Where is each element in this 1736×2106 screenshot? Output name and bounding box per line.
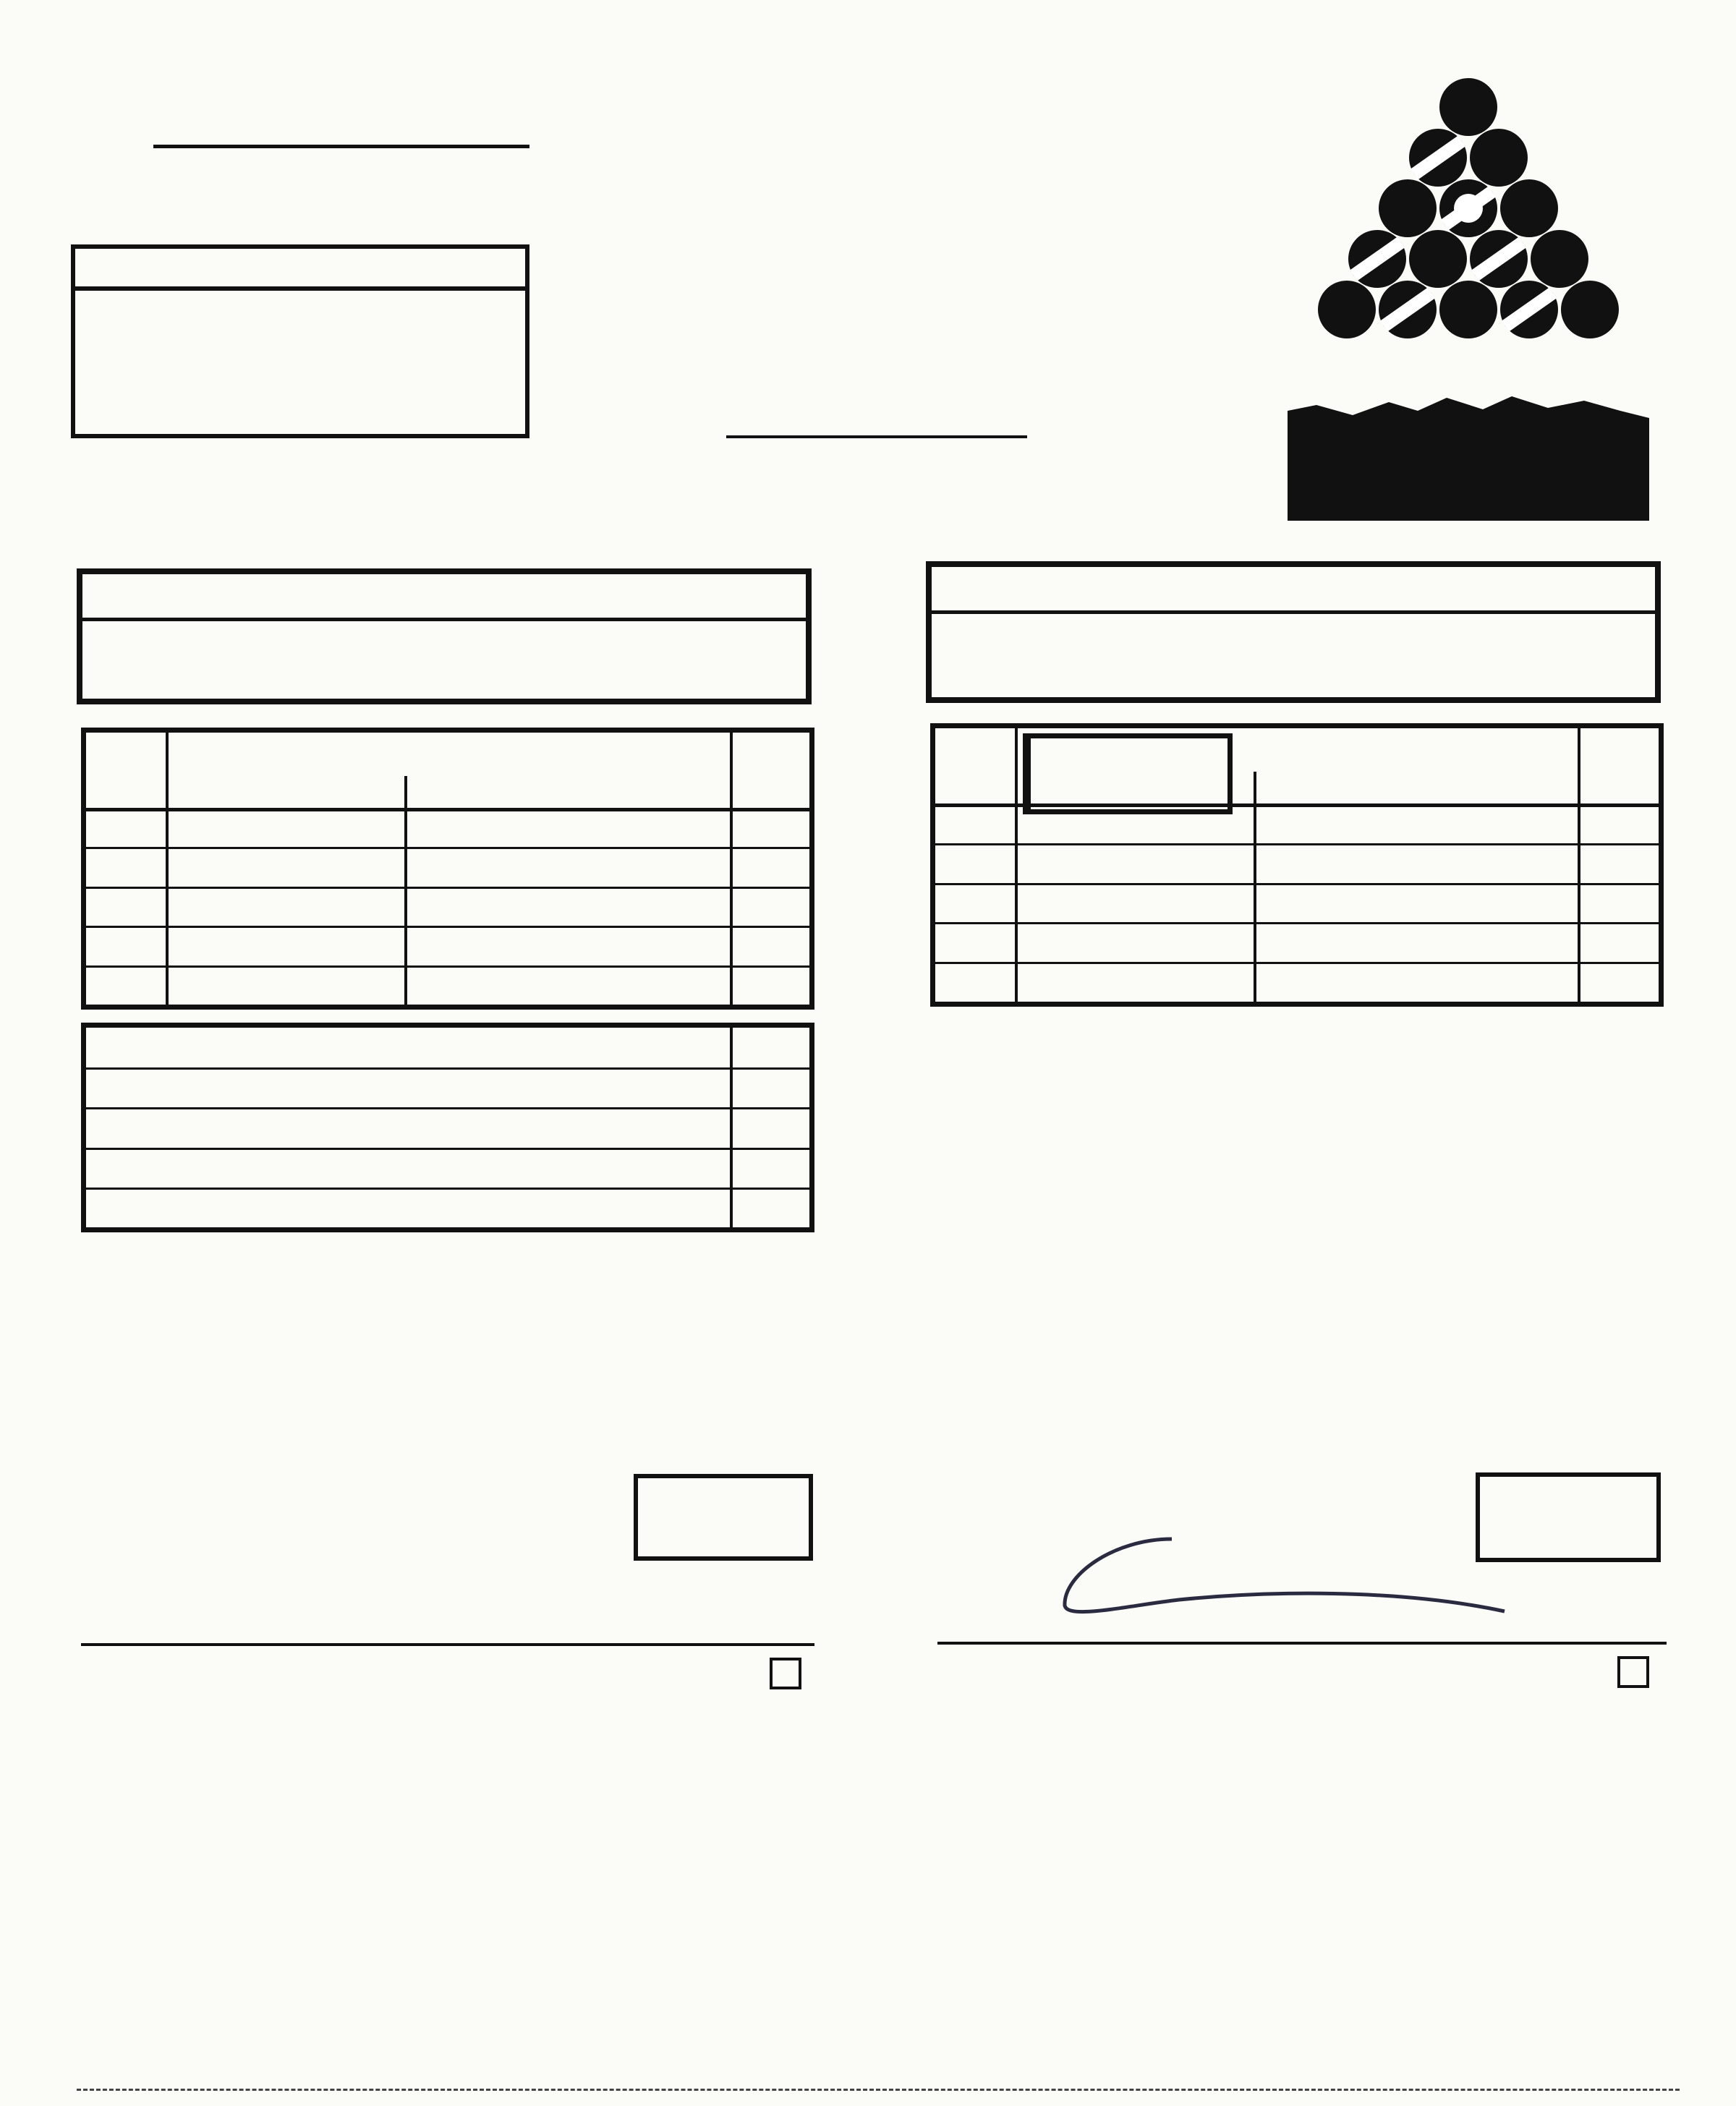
player-row [935, 962, 1659, 1002]
pool-ball-icon [1379, 179, 1437, 237]
visiting-signature-line [937, 1642, 1667, 1645]
scoring-code-row [75, 331, 525, 367]
home-round2-grid [81, 1023, 814, 1232]
grid-divider [1028, 738, 1031, 809]
match-row [86, 1188, 809, 1227]
home-team-label [82, 574, 806, 621]
scoring-code-row [75, 295, 525, 331]
player-row [935, 922, 1659, 964]
visit-1286-grid [1023, 733, 1233, 814]
rack-of-balls-icon [1318, 78, 1619, 338]
player-row [86, 965, 809, 1005]
tear-line [77, 2089, 1680, 2091]
match-row [86, 1148, 809, 1190]
pool-ball-icon [1409, 230, 1467, 288]
pool-ball-icon [1531, 230, 1588, 288]
match-row [86, 1107, 809, 1149]
pool-ball-icon [1470, 129, 1528, 187]
match-row [86, 1067, 809, 1109]
scoring-code-row [75, 404, 525, 440]
roster-header [86, 733, 809, 811]
pool-ball-icon [1439, 78, 1497, 136]
player-row [86, 847, 809, 888]
eight-ball-spot [1454, 194, 1483, 223]
scoring-code-row [75, 367, 525, 404]
pool-ball-icon [1500, 179, 1558, 237]
scoring-codes-title [75, 249, 525, 291]
visiting-captain-signature[interactable] [1049, 1525, 1512, 1626]
logo-banner-shape [1288, 396, 1649, 521]
league-logo [1273, 71, 1664, 526]
match-row [86, 1028, 809, 1070]
home-protest-checkbox[interactable] [770, 1658, 801, 1689]
date-field[interactable] [153, 142, 529, 148]
home-roster-grid [81, 728, 814, 1010]
home-team-box [77, 568, 812, 704]
player-row [86, 926, 809, 967]
player-row [86, 808, 809, 849]
visiting-team-label [932, 567, 1655, 614]
home-signature-line [81, 1643, 814, 1646]
pool-ball-icon [1561, 281, 1619, 338]
scoring-codes-box [71, 244, 529, 438]
player-row [935, 843, 1659, 885]
pool-ball-icon [1439, 281, 1497, 338]
bk-note [726, 432, 1027, 438]
player-row [935, 883, 1659, 925]
home-total-wins[interactable] [634, 1474, 813, 1561]
visiting-team-box [926, 561, 1661, 703]
player-row [86, 887, 809, 928]
scoring-codes-list [75, 291, 525, 440]
pool-ball-icon [1318, 281, 1376, 338]
visiting-protest-checkbox[interactable] [1617, 1656, 1649, 1688]
